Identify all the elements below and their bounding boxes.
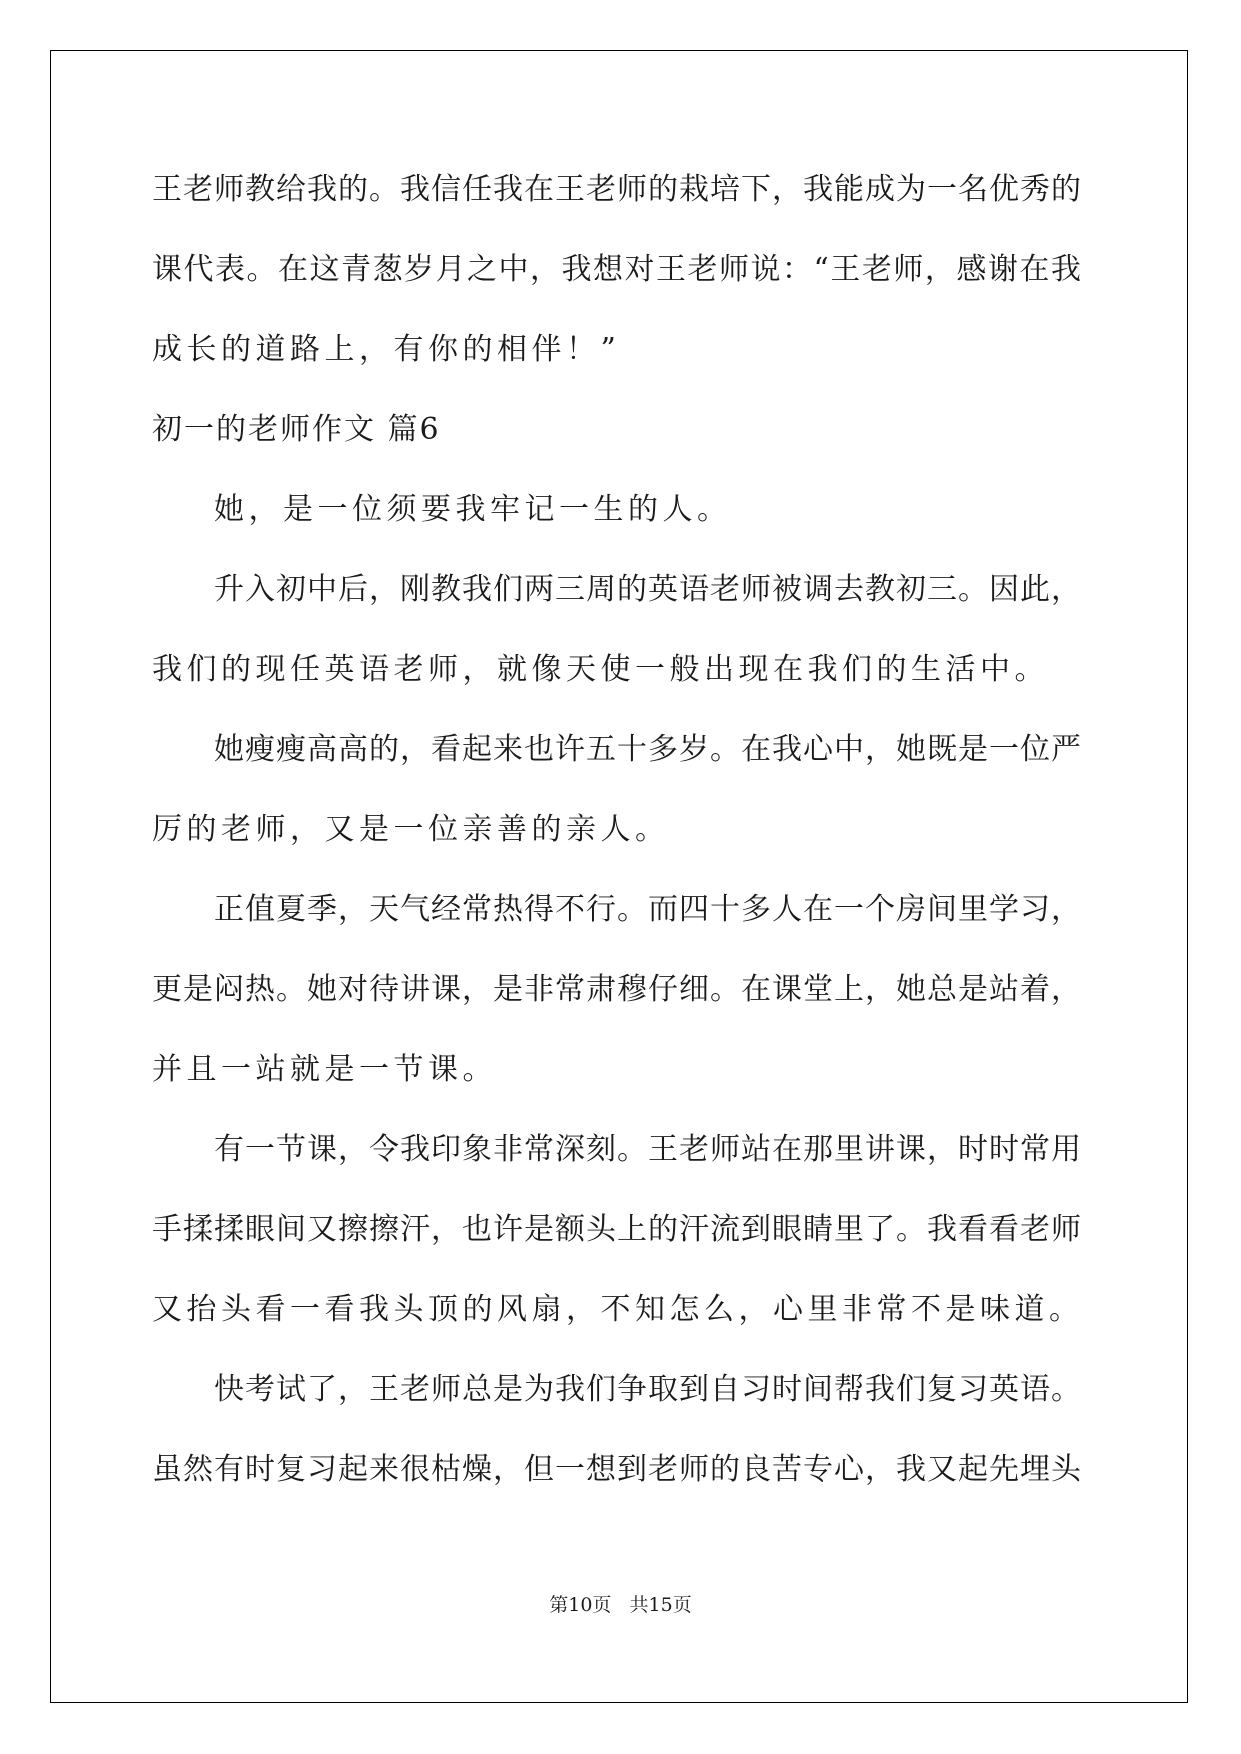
- text-line: 课代表。在这青葱岁月之中，我想对王老师说：“王老师，感谢在我: [152, 252, 1083, 287]
- paragraph-start: 快考试了，王老师总是为我们争取到自习时间帮我们复习英语。: [214, 1372, 1082, 1407]
- paragraph-start: 升入初中后，刚教我们两三周的英语老师被调去教初三。因此，: [214, 572, 1082, 607]
- text-line: 虽然有时复习起来很枯燥，但一想到老师的良苦专心，我又起先埋头: [152, 1452, 1082, 1487]
- text-line: 又抬头看一看我头顶的风扇，不知怎么，心里非常不是味道。: [152, 1292, 1084, 1327]
- text-line: 更是闷热。她对待讲课，是非常肃穆仔细。在课堂上，她总是站着，: [152, 972, 1082, 1007]
- text-line: 厉的老师，又是一位亲善的亲人。: [152, 812, 670, 847]
- paragraph-start: 她瘦瘦高高的，看起来也许五十多岁。在我心中，她既是一位严: [214, 732, 1082, 767]
- text-line: 手揉揉眼间又擦擦汗，也许是额头上的汗流到眼睛里了。我看看老师: [152, 1212, 1082, 1247]
- text-line: 成长的道路上，有你的相伴！”: [152, 332, 621, 367]
- paragraph-start: 正值夏季，天气经常热得不行。而四十多人在一个房间里学习，: [214, 892, 1082, 927]
- page-number-footer: 第10页 共15页: [549, 1594, 692, 1616]
- section-heading: 初一的老师作文 篇6: [152, 412, 441, 447]
- paragraph-start: 有一节课，令我印象非常深刻。王老师站在那里讲课，时时常用: [214, 1132, 1082, 1167]
- text-line: 王老师教给我的。我信任我在王老师的栽培下，我能成为一名优秀的: [152, 172, 1082, 207]
- text-line: 并且一站就是一节课。: [152, 1052, 497, 1087]
- paragraph-start: 她，是一位须要我牢记一生的人。: [214, 492, 732, 527]
- text-line: 我们的现任英语老师，就像天使一般出现在我们的生活中。: [152, 652, 1049, 687]
